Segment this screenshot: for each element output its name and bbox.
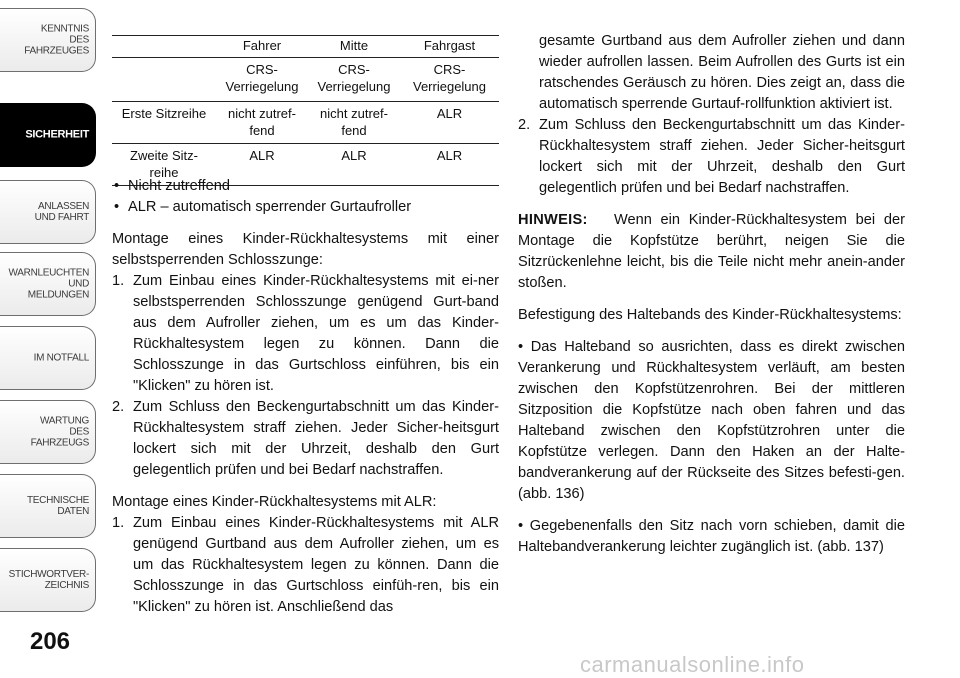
paragraph: Montage eines Kinder-Rückhaltesystems mit einer selbstsperrenden Schlosszunge: xyxy=(112,231,499,268)
table-header-row xyxy=(112,35,499,57)
left-text-column xyxy=(112,176,499,618)
table-cell: Zweite Sitz- reihe xyxy=(130,148,198,180)
item-number: 2. xyxy=(518,117,531,133)
table-cell: CRS- Verriegelung xyxy=(317,62,391,94)
tab-label: TECHNISCHE DATEN xyxy=(26,495,89,517)
item-text: Zum Schluss den Beckengurtabschnitt um das Kinder-Rückhaltesystem straff ziehen. Jeder Sicher-heitsgurt lockert sich mit der Uhrzeit, deshalb den Gurt gelegentlich prüfen und bei Bedarf nachstraffen. xyxy=(133,399,499,478)
tab-im-notfall[interactable] xyxy=(0,326,96,390)
tab-label: ANLASSEN UND FAHRT xyxy=(34,201,89,223)
seat-belt-table xyxy=(112,35,499,186)
table-cell: ALR xyxy=(436,148,463,163)
chapter-sidebar xyxy=(0,0,104,678)
numbered-item xyxy=(518,115,905,199)
page-number: 206 xyxy=(29,628,71,655)
paragraph: gesamte Gurtband aus dem Aufroller ziehen und dann wieder aufrollen lassen. Beim Aufrollen des Gurts ist ein ratschendes Geräusch zu hören. Dies zeigt an, dass die automatisch sperrende Gurtauf-rollfunktion aktiviert ist. xyxy=(539,33,905,112)
table-cell xyxy=(112,61,216,101)
right-text-column xyxy=(518,31,905,558)
note-label: HINWEIS: xyxy=(518,212,588,228)
item-number: 1. xyxy=(112,273,125,289)
item-number: 1. xyxy=(112,515,125,531)
tab-sicherheit[interactable] xyxy=(0,103,96,167)
tab-label: IM NOTFALL xyxy=(33,352,89,364)
paragraph: • Gegebenenfalls den Sitz nach vorn schieben, damit die Haltebandverankerung leichter zugänglich ist. (abb. 137) xyxy=(518,518,905,555)
table-cell: Erste Sitzreihe xyxy=(121,106,207,121)
table-row xyxy=(112,57,499,101)
paragraph: Befestigung des Haltebands des Kinder-Rückhaltesystems: xyxy=(518,307,902,323)
numbered-item xyxy=(112,513,499,618)
table-header-cell: Fahrer xyxy=(242,38,282,53)
numbered-item xyxy=(112,271,499,397)
paragraph: • Das Halteband so ausrichten, dass es direkt zwischen Verankerung und Rückhaltesystem verläuft, am besten zwischen den Kopfstützenrohren. Bei der mittleren Sitzposition die Kopfstütze nach oben fahren und das Halteband zwischen den Kopfstützrohren unter die Kopfstütze verlegen. Dann den Haken an der Halte-bandverankerung auf der Rückseite des Sitzes befesti-gen. (abb. 136) xyxy=(518,339,905,502)
table-cell: ALR xyxy=(249,148,275,163)
table-cell: ALR xyxy=(436,106,463,121)
table-header-cell xyxy=(112,37,216,57)
table-header-cell: Mitte xyxy=(339,38,369,53)
tab-label: WARTUNG DES FAHRZEUGS xyxy=(30,415,89,449)
item-number: 2. xyxy=(112,399,125,415)
tab-stichwortverzeichnis[interactable] xyxy=(0,548,96,612)
tab-label: KENNTNIS DES FAHRZEUGES xyxy=(24,23,89,57)
watermark: carmanualsonline.info xyxy=(580,652,805,677)
tab-label: STICHWORTVER- ZEICHNIS xyxy=(8,569,89,591)
table-header-cell: Fahrgast xyxy=(423,38,476,53)
tab-anlassen-und-fahrt[interactable] xyxy=(0,180,96,244)
table-cell: CRS- Verriegelung xyxy=(413,62,486,94)
list-item: • Nicht zutreffend xyxy=(112,176,499,197)
item-text: Zum Einbau eines Kinder-Rückhaltesystems mit ei-ner selbstsperrenden Schlosszunge genügend Gurt-band aus dem Aufroller ziehen, um es um das Kinder-Rückhaltesystem legen zu können. Dann die Schlosszunge in das Gurtschloss einführen, bis ein "Klicken" zu hören ist. xyxy=(133,273,499,394)
item-text: Zum Einbau eines Kinder-Rückhaltesystems mit ALR genügend Gurtband aus dem Aufroller ziehen, um es um das Rückhaltesystem legen zu können. Dann die Schlosszunge in das Gurtschloss einfüh-ren, bis ein "Klicken" zu hören ist. Anschließend das xyxy=(133,515,499,615)
tab-warnleuchten-und-meldungen[interactable] xyxy=(0,252,96,316)
tab-label: WARNLEUCHTEN UND MELDUNGEN xyxy=(8,267,89,301)
item-text: Zum Schluss den Beckengurtabschnitt um das Kinder-Rückhaltesystem straff ziehen. Jeder Sicher-heitsgurt lockert sich mit der Uhrzeit, deshalb den Gurt gelegentlich prüfen und bei Bedarf nachstraffen. xyxy=(539,117,905,196)
paragraph: Montage eines Kinder-Rückhaltesystems mit ALR: xyxy=(112,494,437,510)
tab-technische-daten[interactable] xyxy=(0,474,96,538)
table-row xyxy=(112,101,499,143)
table-cell: ALR xyxy=(341,148,367,163)
list-item: • ALR – automatisch sperrender Gurtaufroller xyxy=(112,197,499,218)
note-text: Wenn ein Kinder-Rückhaltesystem bei der Montage die Kopfstütze berührt, neigen Sie die Sitzrückenlehne leicht, bis die Teile nicht mehr anein-ander stoßen. xyxy=(518,212,905,291)
numbered-item xyxy=(112,397,499,481)
note-paragraph xyxy=(518,210,905,294)
table-cell: nicht zutref- fend xyxy=(320,106,388,138)
table-cell: nicht zutref- fend xyxy=(228,106,296,138)
table-cell: CRS- Verriegelung xyxy=(225,62,299,94)
tab-label: SICHERHEIT xyxy=(25,128,89,141)
tab-wartung-des-fahrzeugs[interactable] xyxy=(0,400,96,464)
tab-kenntnis-des-fahrzeuges[interactable] xyxy=(0,8,96,72)
